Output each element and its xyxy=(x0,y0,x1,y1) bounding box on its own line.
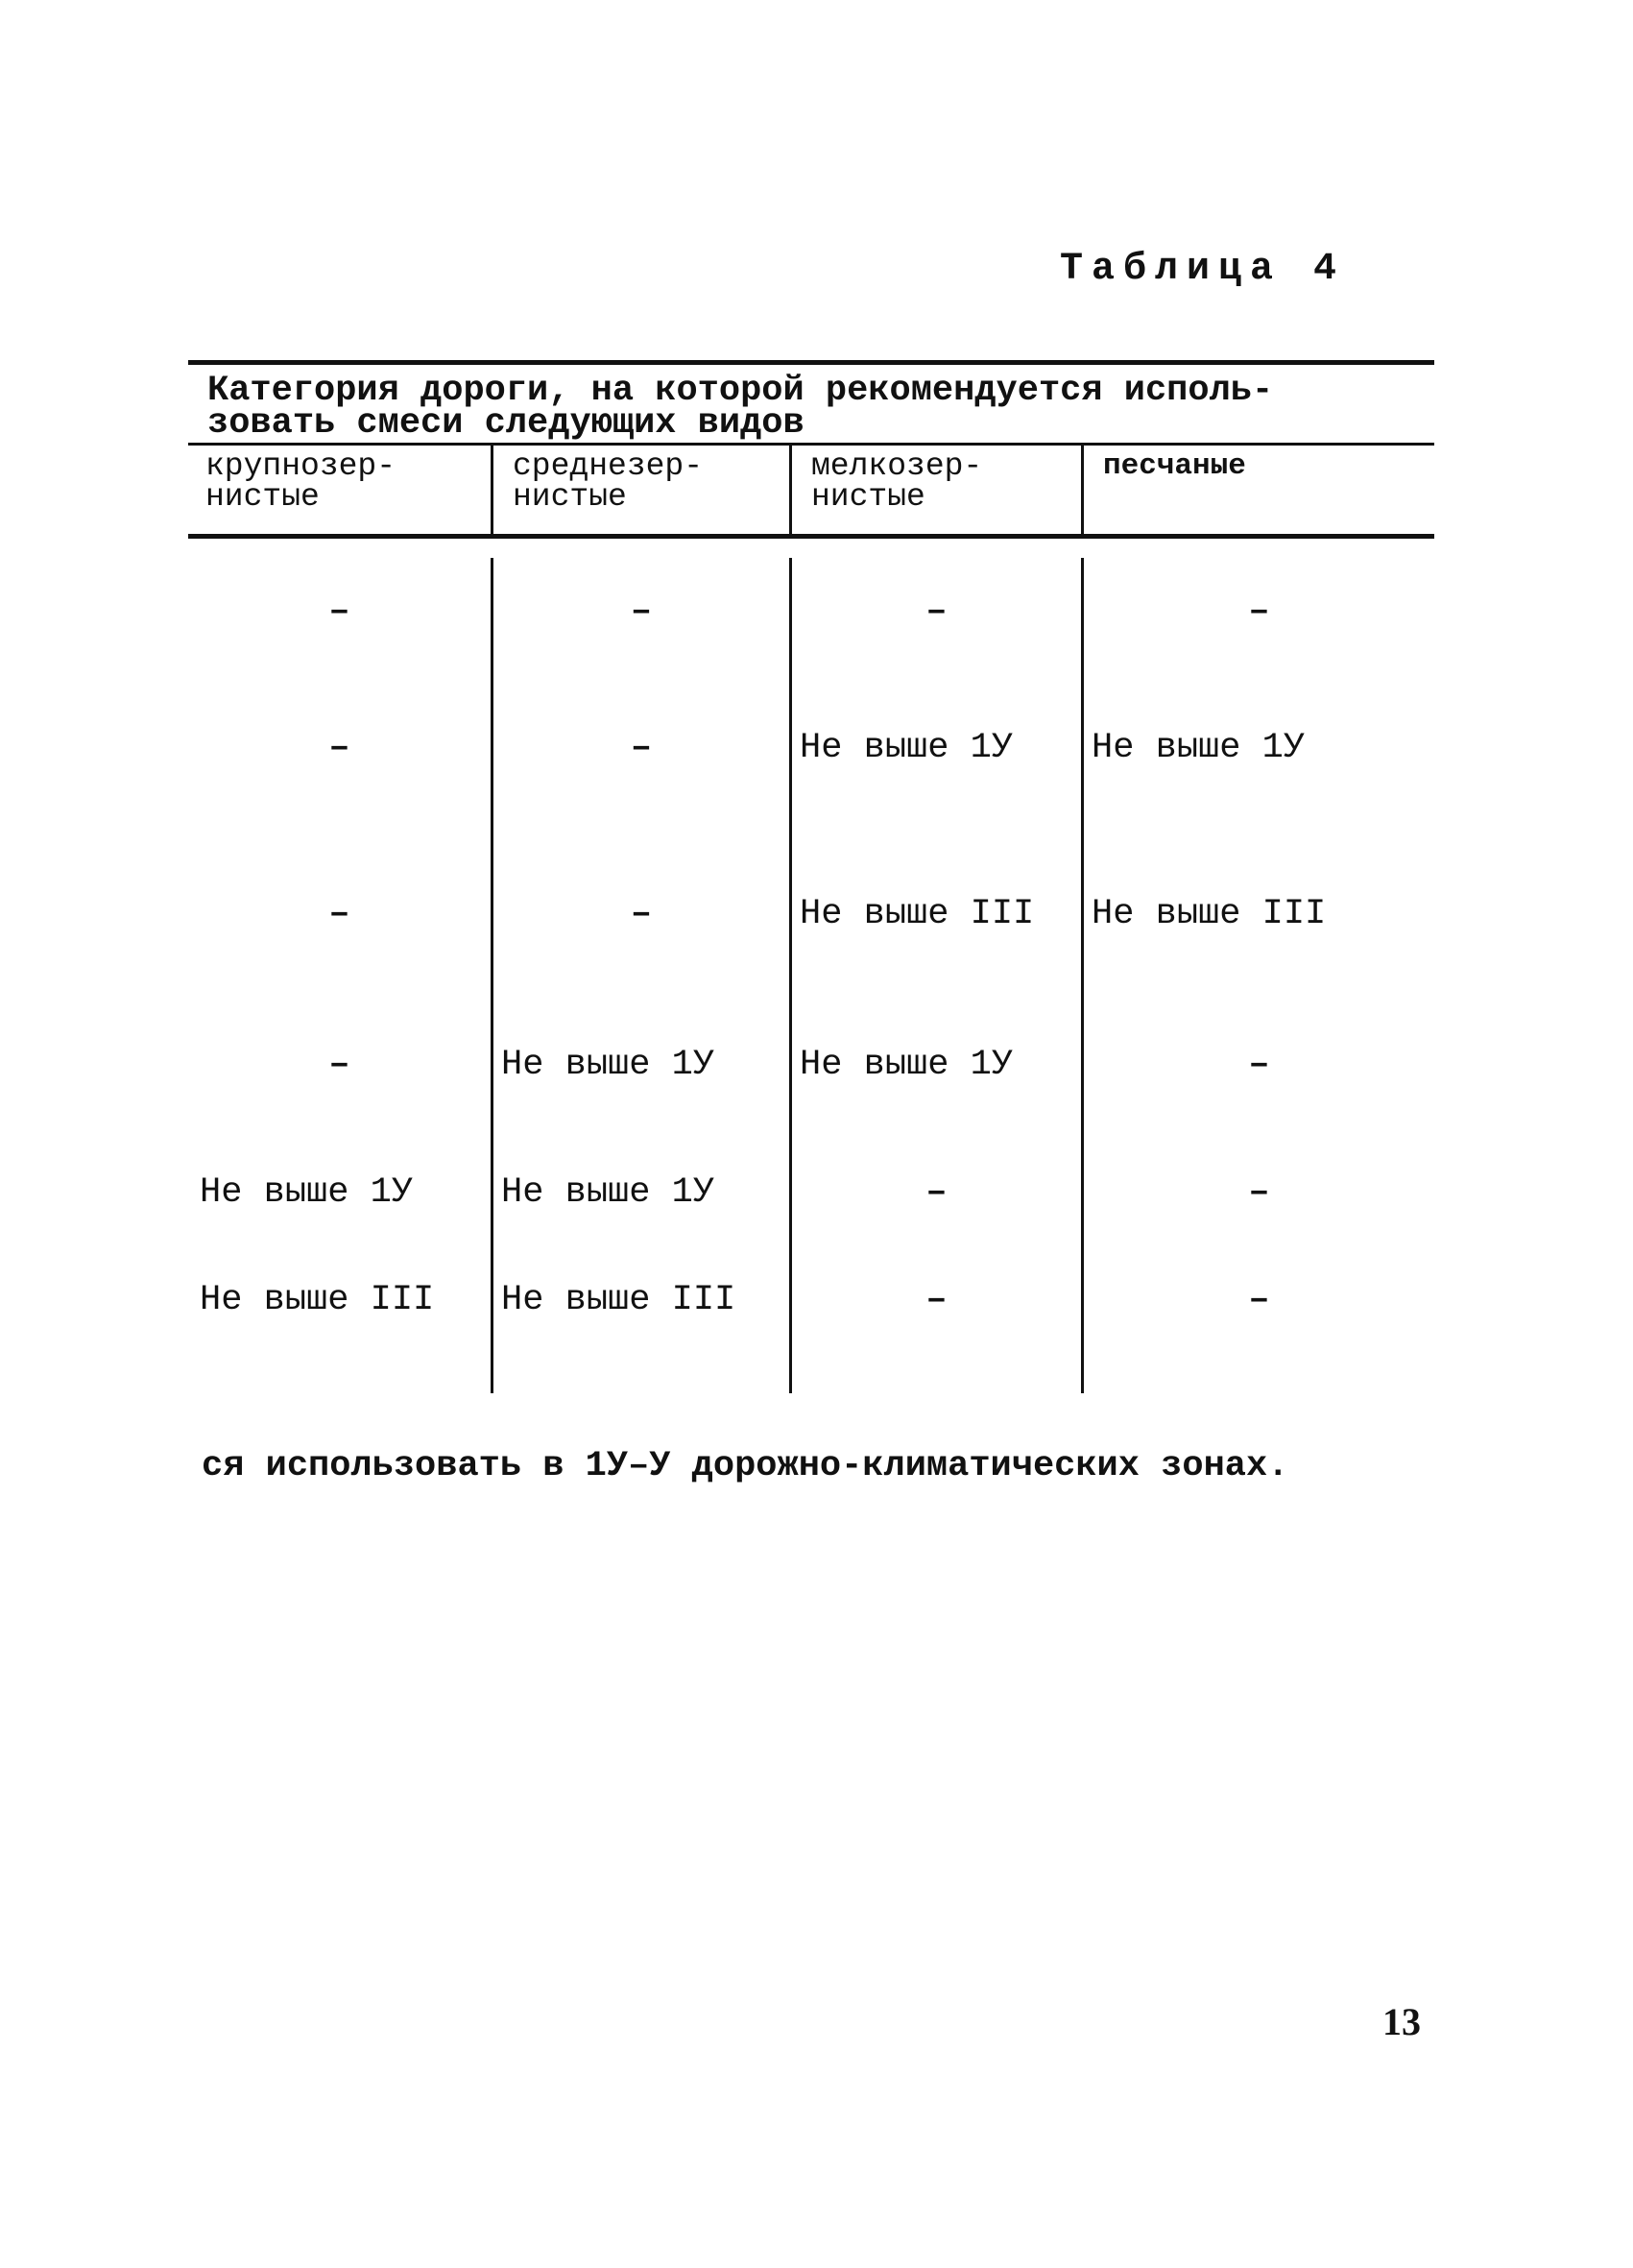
table-cell: Не выше III xyxy=(792,831,1084,998)
table-cell: – xyxy=(188,665,493,831)
table-title: Таблица 4 xyxy=(1059,248,1345,291)
table-cell: – xyxy=(493,665,792,831)
page-number: 13 xyxy=(1382,2000,1421,2043)
table-cell: – xyxy=(1248,1172,1270,1213)
table-cell: – xyxy=(792,558,1084,665)
table-cell: Не выше III xyxy=(493,1253,792,1393)
table-caption xyxy=(188,365,1434,446)
footnote-text: ся использовать в 1У–У дорожно-климатических зонах. xyxy=(202,1446,1289,1486)
table-cell: Не выше 1У xyxy=(493,998,792,1132)
table-row xyxy=(188,665,1434,831)
table-cell: – xyxy=(792,1132,1084,1253)
data-table xyxy=(188,360,1434,1393)
table-cell: – xyxy=(188,831,493,998)
column-header-coarse xyxy=(188,446,493,534)
column-header-line: нистые xyxy=(811,479,925,515)
table-cell: – xyxy=(1248,1280,1270,1320)
column-header-sand xyxy=(1084,446,1434,534)
table-cell: – xyxy=(1248,1045,1270,1085)
table-cell: – xyxy=(188,558,493,665)
table-caption-line1: Категория дороги, на которой рекомендуется исполь- xyxy=(207,371,1274,411)
table-header-row xyxy=(188,446,1434,539)
table-cell: Не выше 1У xyxy=(792,665,1084,831)
table-row xyxy=(188,1253,1434,1393)
table-row xyxy=(188,831,1434,998)
table-caption-line2: зовать смеси следующих видов xyxy=(207,403,804,444)
table-cell: Не выше III xyxy=(188,1253,493,1393)
table-row xyxy=(188,1132,1434,1253)
table-cell: – xyxy=(792,1253,1084,1393)
table-cell: Не выше 1У xyxy=(1092,728,1306,768)
table-cell: – xyxy=(493,831,792,998)
table-cell: Не выше 1У xyxy=(188,1132,493,1253)
column-header-medium xyxy=(493,446,792,534)
table-cell: Не выше 1У xyxy=(792,998,1084,1132)
table-row xyxy=(188,998,1434,1132)
column-header-fine xyxy=(792,446,1084,534)
table-cell: Не выше III xyxy=(1092,894,1327,934)
table-cell: – xyxy=(493,558,792,665)
column-header-line: крупнозер- xyxy=(205,448,396,484)
table-cell: – xyxy=(188,998,493,1132)
column-header-line: среднезер- xyxy=(513,448,704,484)
table-body xyxy=(188,539,1434,1393)
column-header-line: нистые xyxy=(205,479,320,515)
column-header-line: нистые xyxy=(513,479,627,515)
table-cell: Не выше 1У xyxy=(493,1132,792,1253)
table-row xyxy=(188,539,1434,665)
column-header-line: мелкозер- xyxy=(811,448,983,484)
column-header-line: песчаные xyxy=(1103,449,1246,483)
table-cell: – xyxy=(1248,591,1270,632)
